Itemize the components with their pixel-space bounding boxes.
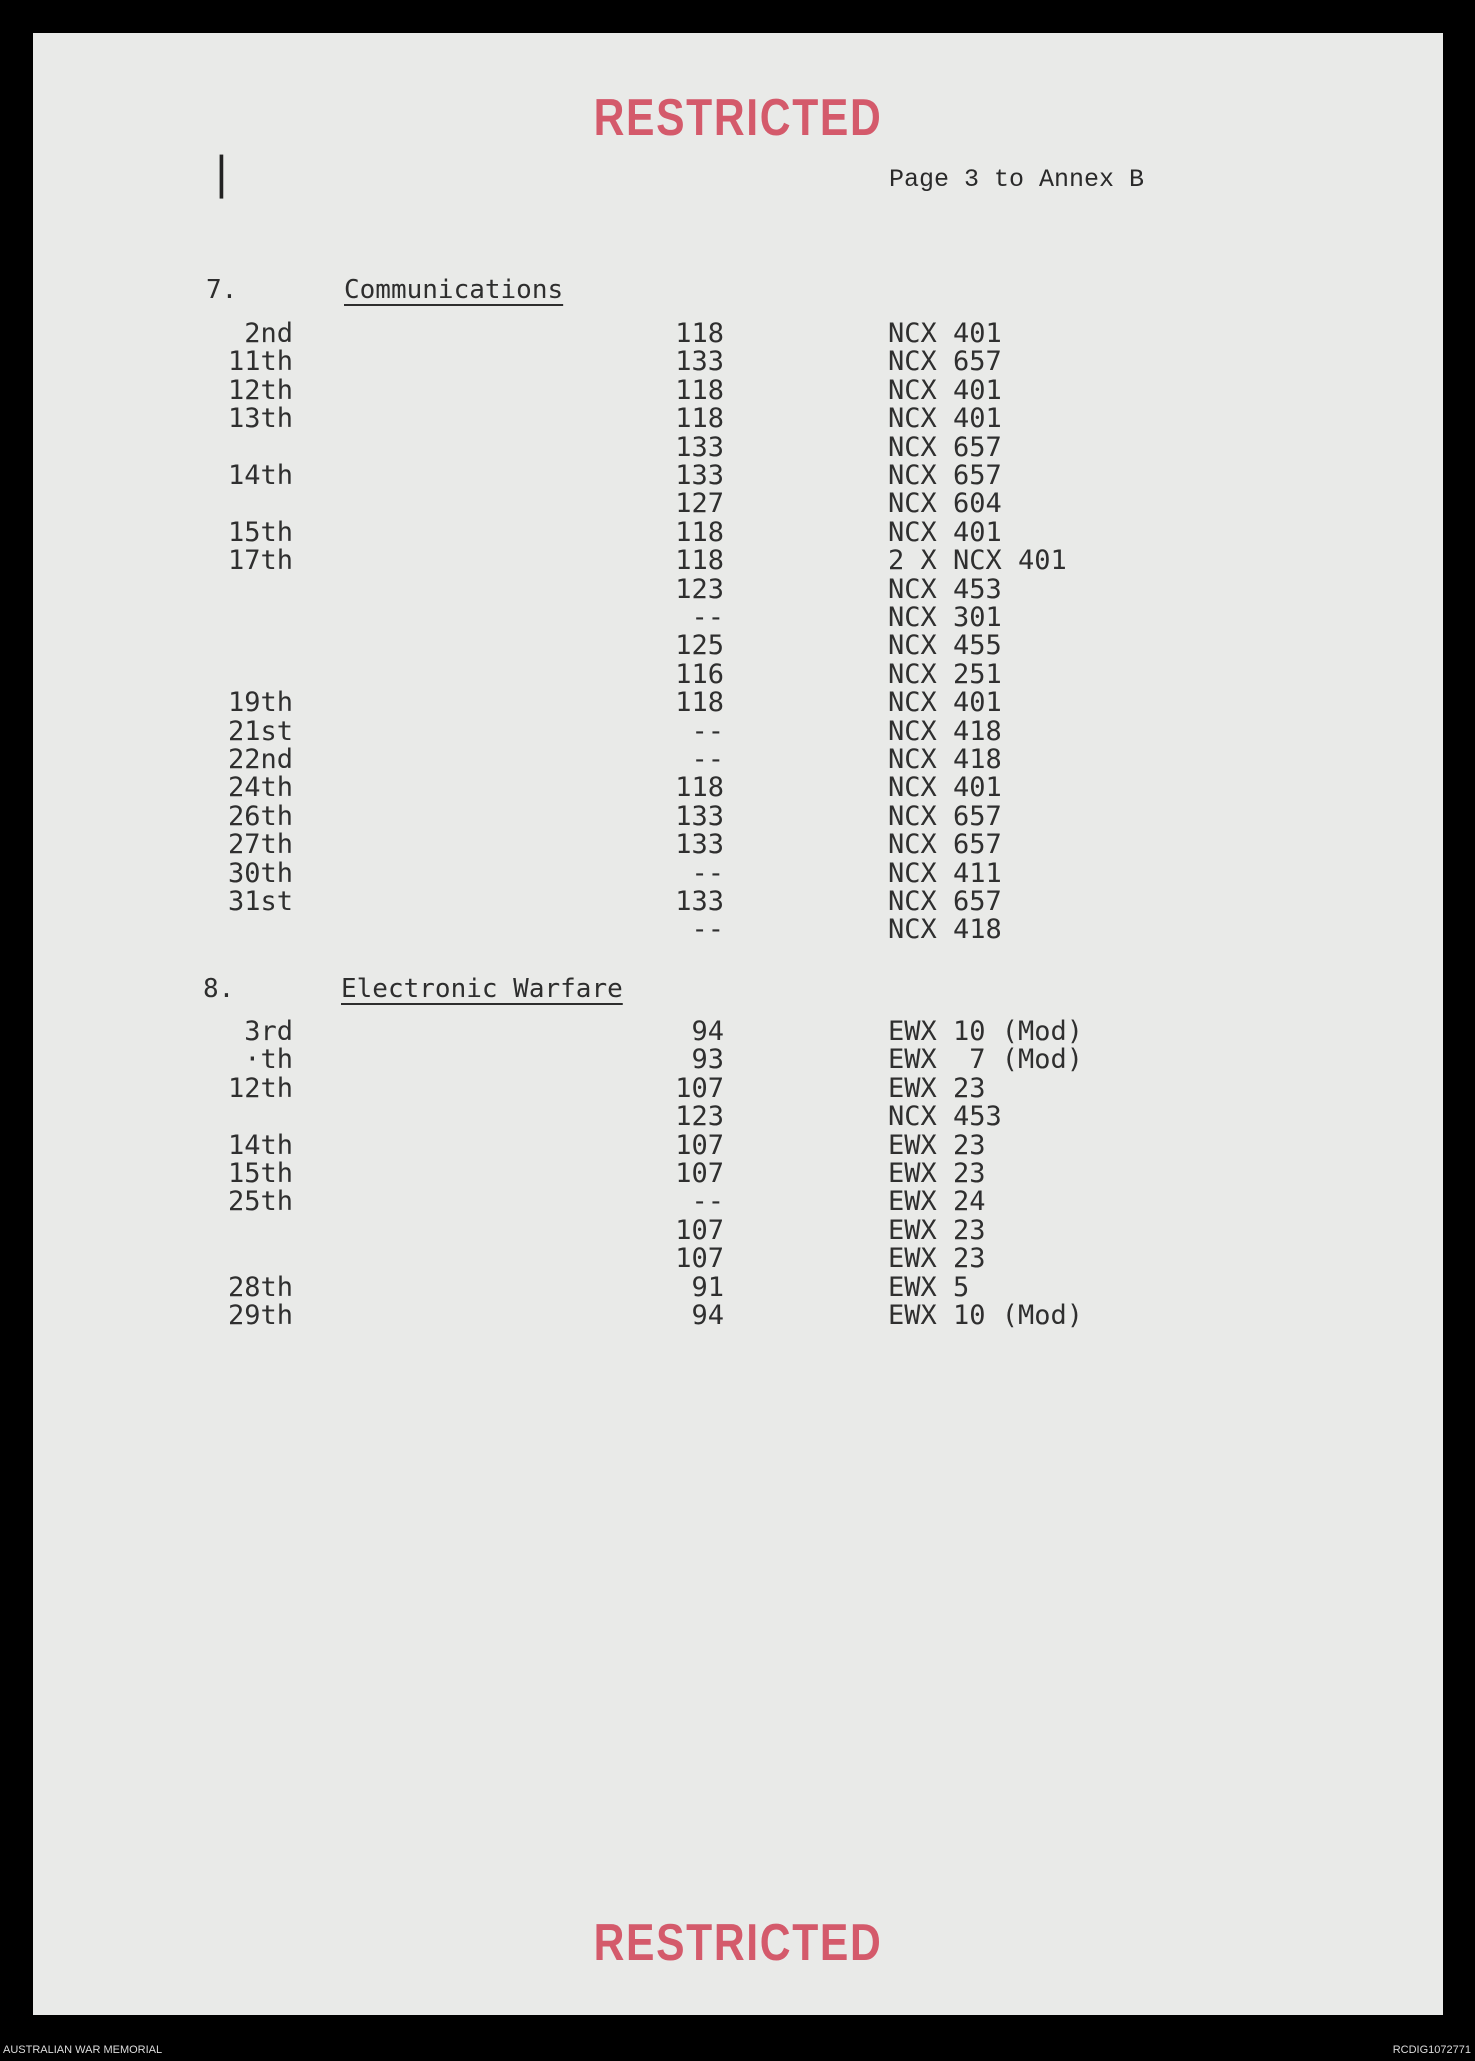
table-row (33, 1243, 1443, 1275)
table-row (33, 460, 1443, 491)
page-reference: Page 3 to Annex B (889, 165, 1145, 194)
aircraft-cell: NCX 657 (888, 431, 1002, 463)
aircraft-cell: NCX 418 (888, 914, 1002, 946)
squadron-cell: 133 (675, 460, 724, 491)
squadron-cell: 107 (675, 1072, 724, 1104)
day-cell: 30th (227, 857, 293, 889)
squadron-cell: 133 (675, 829, 724, 861)
squadron-cell: 94 (691, 1016, 724, 1047)
day-cell: ·th (244, 1044, 293, 1076)
squadron-cell: 107 (675, 1158, 724, 1189)
squadron-cell: 125 (675, 630, 724, 662)
restricted-stamp-top: RESTRICTED (593, 89, 883, 147)
aircraft-cell: EWX 23 (888, 1072, 986, 1104)
squadron-cell: -- (691, 715, 724, 747)
squadron-cell: 133 (675, 800, 724, 832)
aircraft-cell: EWX 23 (888, 1243, 986, 1275)
day-cell: 15th (227, 516, 293, 548)
aircraft-cell: NCX 455 (888, 630, 1002, 662)
aircraft-cell: NCX 453 (888, 1101, 1002, 1133)
day-cell: 13th (227, 403, 293, 435)
table-row (33, 488, 1443, 520)
aircraft-cell: NCX 401 (888, 687, 1002, 719)
day-cell: 31st (227, 886, 293, 917)
table-row (33, 602, 1443, 633)
aircraft-cell: EWX 10 (Mod) (888, 1016, 1084, 1047)
aircraft-cell: NCX 657 (888, 829, 1002, 861)
squadron-cell: 107 (675, 1129, 724, 1161)
squadron-cell: 118 (675, 687, 724, 719)
squadron-cell: 107 (675, 1214, 724, 1246)
table-row (33, 658, 1443, 690)
aircraft-cell: NCX 657 (888, 346, 1002, 378)
squadron-cell: 116 (675, 658, 724, 690)
aircraft-cell: NCX 401 (888, 516, 1002, 548)
day-cell: 24th (227, 772, 293, 804)
squadron-cell: 118 (675, 772, 724, 804)
squadron-cell: 127 (675, 488, 724, 520)
squadron-cell: 107 (675, 1243, 724, 1275)
staple-mark: ❘ (203, 148, 240, 199)
table-row (33, 744, 1443, 775)
day-cell: 15th (227, 1158, 293, 1189)
aircraft-cell: EWX 24 (888, 1186, 986, 1218)
day-cell: 11th (227, 346, 293, 378)
squadron-cell: -- (691, 914, 724, 946)
table-row (33, 1186, 1443, 1218)
squadron-cell: -- (691, 1186, 724, 1218)
day-cell: 3rd (244, 1016, 293, 1047)
section-number: 7. (206, 275, 238, 305)
squadron-cell: 118 (675, 403, 724, 435)
squadron-cell: 93 (691, 1044, 724, 1076)
table-row (33, 403, 1443, 435)
day-cell: 14th (227, 460, 293, 491)
day-cell: 27th (227, 829, 293, 861)
aircraft-cell: NCX 657 (888, 886, 1002, 917)
table-row (33, 573, 1443, 605)
table-row (33, 772, 1443, 804)
restricted-stamp-bottom: RESTRICTED (593, 1914, 883, 1972)
aircraft-cell: NCX 411 (888, 857, 1002, 889)
squadron-cell: -- (691, 744, 724, 775)
table-row (33, 1044, 1443, 1076)
squadron-cell: 123 (675, 1101, 724, 1133)
table-row (33, 346, 1443, 378)
day-cell: 2nd (244, 318, 293, 349)
aircraft-cell: NCX 657 (888, 460, 1002, 491)
table-row (33, 1214, 1443, 1246)
day-cell: 21st (227, 715, 293, 747)
table-row (33, 431, 1443, 463)
day-cell: 28th (227, 1271, 293, 1303)
day-cell: 25th (227, 1186, 293, 1218)
aircraft-cell: 2 X NCX 401 (888, 545, 1067, 577)
table-row (33, 1158, 1443, 1189)
aircraft-cell: NCX 657 (888, 800, 1002, 832)
squadron-cell: 118 (675, 545, 724, 577)
aircraft-cell: NCX 401 (888, 403, 1002, 435)
aircraft-cell: EWX 5 (888, 1271, 970, 1303)
table-row (33, 1271, 1443, 1303)
aircraft-cell: NCX 401 (888, 374, 1002, 406)
squadron-cell: 133 (675, 431, 724, 463)
aircraft-cell: NCX 251 (888, 658, 1002, 690)
table-row (33, 1072, 1443, 1104)
table-row (33, 630, 1443, 662)
table-row (33, 829, 1443, 861)
day-cell: 12th (227, 374, 293, 406)
squadron-cell: 123 (675, 573, 724, 605)
table-row (33, 318, 1443, 349)
document-page (33, 33, 1443, 2015)
aircraft-cell: EWX 23 (888, 1158, 986, 1189)
section-title: Communications (344, 275, 564, 305)
aircraft-cell: EWX 7 (Mod) (888, 1044, 1084, 1076)
table-row (33, 516, 1443, 548)
aircraft-cell: NCX 418 (888, 715, 1002, 747)
aircraft-cell: NCX 453 (888, 573, 1002, 605)
squadron-cell: 118 (675, 374, 724, 406)
aircraft-cell: EWX 23 (888, 1129, 986, 1161)
squadron-cell: 133 (675, 886, 724, 917)
squadron-cell: 118 (675, 318, 724, 349)
table-row (33, 687, 1443, 719)
squadron-cell: 91 (691, 1271, 724, 1303)
table-row (33, 374, 1443, 406)
table-row (33, 914, 1443, 946)
aircraft-cell: NCX 301 (888, 602, 1002, 633)
day-cell: 14th (227, 1129, 293, 1161)
aircraft-cell: NCX 401 (888, 772, 1002, 804)
squadron-cell: 118 (675, 516, 724, 548)
aircraft-cell: EWX 10 (Mod) (888, 1300, 1084, 1331)
table-row (33, 1129, 1443, 1161)
day-cell: 22nd (227, 744, 293, 775)
aircraft-cell: EWX 23 (888, 1214, 986, 1246)
table-row (33, 715, 1443, 747)
section-number: 8. (203, 974, 235, 1004)
aircraft-cell: NCX 604 (888, 488, 1002, 520)
section-title: Electronic Warfare (341, 974, 623, 1004)
table-row (33, 857, 1443, 889)
table-row (33, 800, 1443, 832)
table-row (33, 886, 1443, 917)
aircraft-cell: NCX 401 (888, 318, 1002, 349)
aircraft-cell: NCX 418 (888, 744, 1002, 775)
day-cell: 26th (227, 800, 293, 832)
squadron-cell: 94 (691, 1300, 724, 1331)
table-row (33, 1300, 1443, 1331)
table-row (33, 1101, 1443, 1133)
day-cell: 12th (227, 1072, 293, 1104)
day-cell: 29th (227, 1300, 293, 1331)
day-cell: 17th (227, 545, 293, 577)
squadron-cell: 133 (675, 346, 724, 378)
table-row (33, 1016, 1443, 1047)
archive-id: RCDIG1072771 (1392, 2044, 1471, 2056)
day-cell: 19th (227, 687, 293, 719)
table-row (33, 545, 1443, 577)
squadron-cell: -- (691, 602, 724, 633)
archive-credit: AUSTRALIAN WAR MEMORIAL (3, 2044, 163, 2056)
squadron-cell: -- (691, 857, 724, 889)
